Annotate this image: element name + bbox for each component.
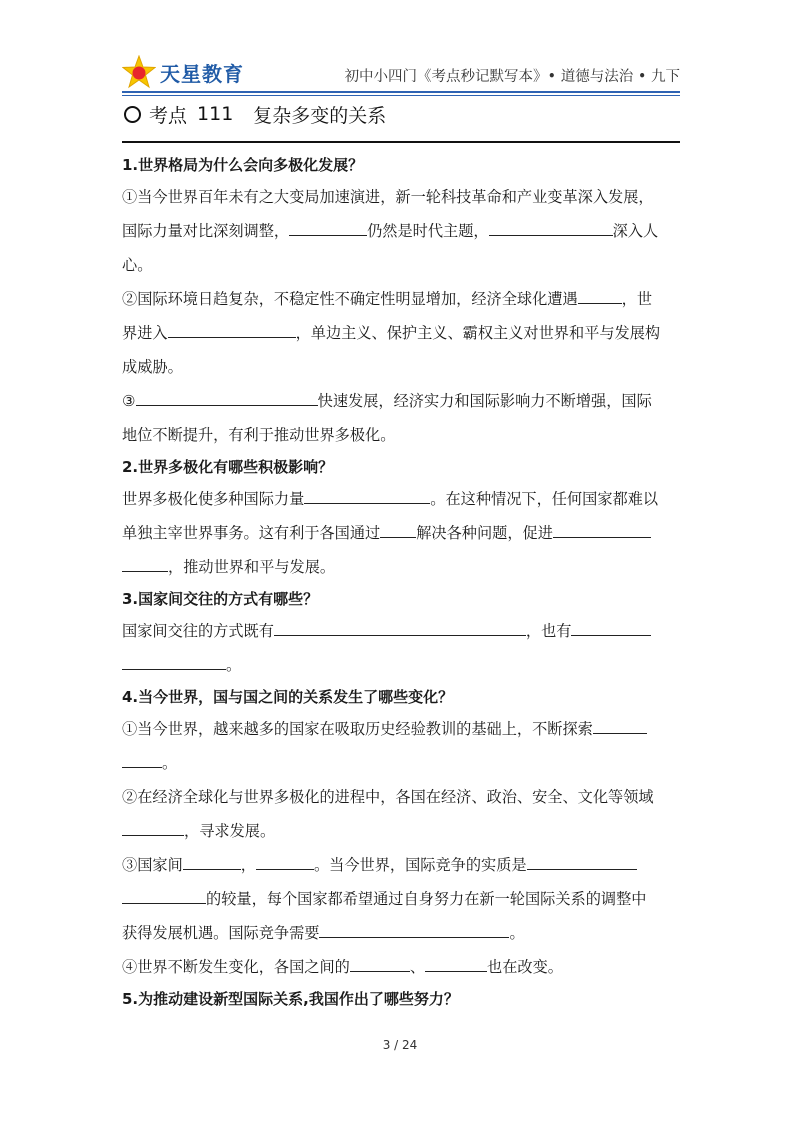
answer-line: 的较量，每个国家都希望通过自身努力在新一轮国际关系的调整中 <box>122 882 680 916</box>
fill-blank[interactable] <box>183 855 241 870</box>
fill-blank[interactable] <box>350 957 410 972</box>
page-separator: / <box>394 1038 399 1052</box>
answer-line: ①当今世界百年未有之大变局加速演进，新一轮科技革命和产业变革深入发展， <box>122 188 654 206</box>
circle-icon <box>124 106 141 123</box>
fill-blank[interactable] <box>289 221 367 236</box>
question-3: 3.国家间交往的方式有哪些？ <box>122 590 319 608</box>
question-2: 2.世界多极化有哪些积极影响？ <box>122 458 334 476</box>
fill-blank[interactable] <box>553 523 651 538</box>
answer-line: ①当今世界，越来越多的国家在吸取历史经验教训的基础上，不断探索 <box>122 712 680 746</box>
answer-line: ，推动世界和平与发展。 <box>122 550 680 584</box>
answer-line: 世界多极化使多种国际力量 。在这种情况下，任何国家都难以 <box>122 490 659 508</box>
header-rule-thin <box>122 95 680 96</box>
page-total: 24 <box>402 1038 418 1052</box>
fill-blank[interactable] <box>571 621 651 636</box>
page-number <box>0 1038 800 1052</box>
fill-blank[interactable] <box>593 719 647 734</box>
fill-blank[interactable] <box>274 621 526 636</box>
topic-rule <box>122 141 680 143</box>
answer-line: 。 <box>122 648 680 682</box>
answer-line: ②在经济全球化与世界多极化的进程中，各国在经济、政治、安全、文化等领域 <box>122 788 654 806</box>
fill-blank[interactable] <box>122 655 226 670</box>
fill-blank[interactable] <box>319 923 509 938</box>
topic-number: 111 <box>197 103 234 125</box>
star-logo-icon <box>122 55 156 89</box>
answer-line: ③国家间 ， 。当今世界，国际竞争的实质是 <box>122 848 680 882</box>
page-current: 3 <box>382 1038 391 1052</box>
fill-blank[interactable] <box>425 957 487 972</box>
topic-prefix: 考点 <box>149 104 188 127</box>
answer-line: ③ 快速发展，经济实力和国际影响力不断增强，国际 <box>122 392 652 410</box>
page-header <box>122 55 680 95</box>
question-1: 1.世界格局为什么会向多极化发展？ <box>122 156 364 174</box>
answer-line: 成威胁。 <box>122 358 183 376</box>
fill-blank[interactable] <box>578 289 622 304</box>
answer-line: 获得发展机遇。国际竞争需要 。 <box>122 924 525 942</box>
fill-blank[interactable] <box>122 557 168 572</box>
answer-line: ②国际环境日趋复杂，不稳定性不确定性明显增加，经济全球化遭遇 ，世 <box>122 290 652 308</box>
header-rule <box>122 91 680 93</box>
answer-line: 。 <box>122 746 680 780</box>
fill-blank[interactable] <box>122 753 162 768</box>
question-4: 4.当今世界，国与国之间的关系发生了哪些变化？ <box>122 688 454 706</box>
fill-blank[interactable] <box>122 889 206 904</box>
topic-title: 复杂多变的关系 <box>253 104 387 127</box>
logo <box>122 55 244 89</box>
answer-line: 单独主宰世界事务。这有利于各国通过 解决各种问题，促进 <box>122 516 680 550</box>
answer-line: ④世界不断发生变化，各国之间的 、 也在改变。 <box>122 958 563 976</box>
fill-blank[interactable] <box>527 855 637 870</box>
fill-blank[interactable] <box>122 821 184 836</box>
answer-line: 界进入 ，单边主义、保护主义、霸权主义对世界和平与发展构 <box>122 324 661 342</box>
answer-line: 国际力量对比深刻调整， 仍然是时代主题， 深入人 <box>122 222 659 240</box>
header-subtitle: 初中小四门《考点秒记默写本》• 道德与法治 • 九下 <box>344 69 680 85</box>
fill-blank[interactable] <box>489 221 613 236</box>
fill-blank[interactable] <box>256 855 314 870</box>
answer-line: 地位不断提升，有利于推动世界多极化。 <box>122 426 396 444</box>
question-5: 5.为推动建设新型国际关系,我国作出了哪些努力？ <box>122 990 459 1008</box>
fill-blank[interactable] <box>304 489 430 504</box>
fill-blank[interactable] <box>136 391 318 406</box>
fill-blank[interactable] <box>380 523 416 538</box>
answer-line: 心。 <box>122 256 153 274</box>
answer-line: 国家间交往的方式既有 ，也有 <box>122 614 680 648</box>
worksheet-content <box>122 150 680 1014</box>
topic-heading <box>122 100 386 128</box>
answer-line: ，寻求发展。 <box>122 814 680 848</box>
fill-blank[interactable] <box>168 323 296 338</box>
logo-text: 天星教育 <box>160 61 244 86</box>
